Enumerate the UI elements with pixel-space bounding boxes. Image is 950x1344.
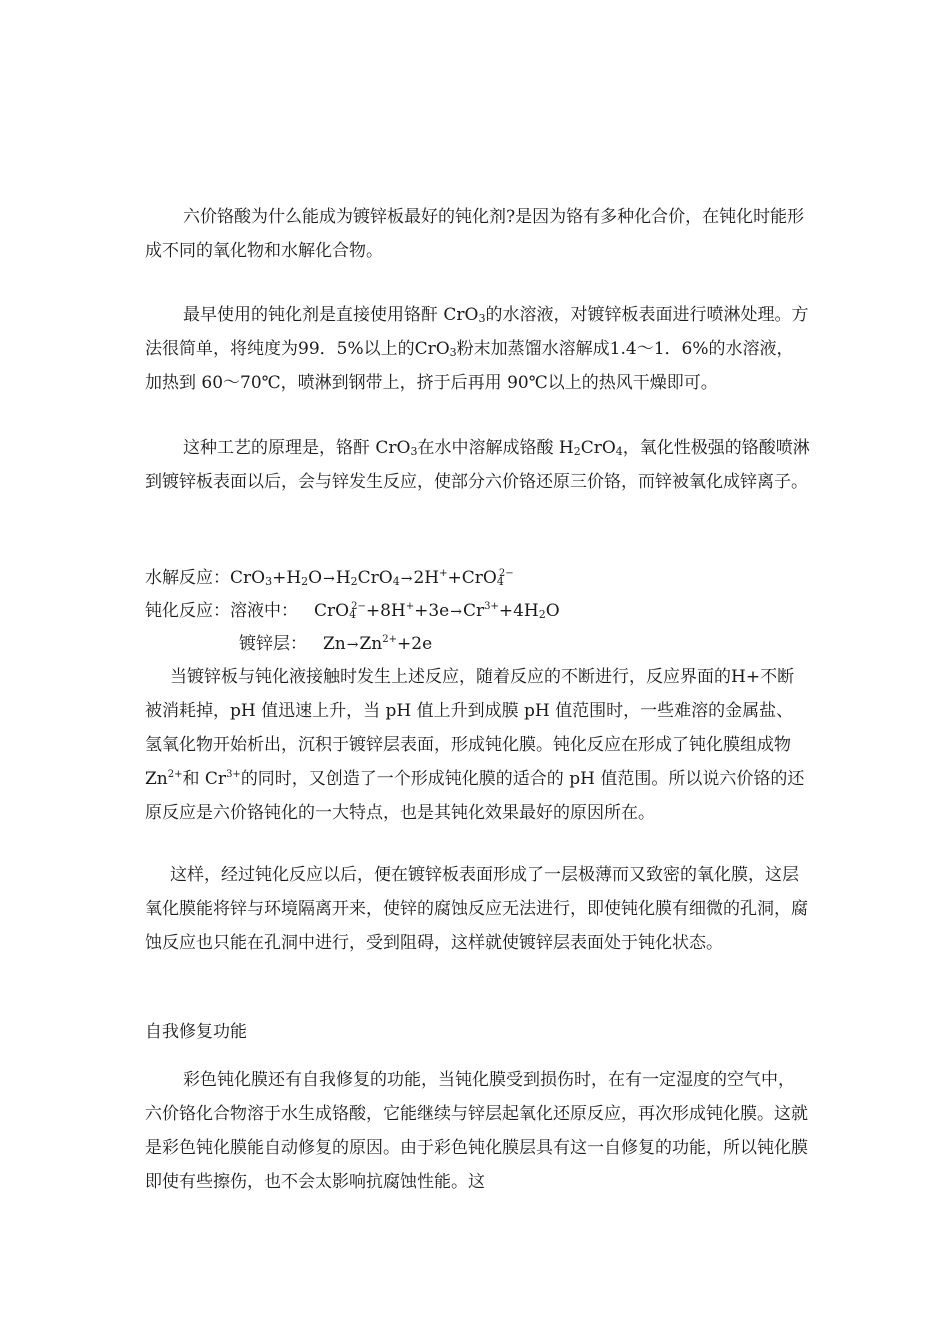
hydrolysis-label: 水解反应： (145, 568, 230, 588)
formula-term: +H (272, 568, 302, 588)
subscript: 4 (392, 575, 400, 588)
subscript: 3 (478, 312, 486, 325)
passivation-label: 钝化反应： (145, 601, 230, 621)
equation-passivation-solution (145, 595, 560, 628)
paragraph-chromic-acid-intro: 六价铬酸为什么能成为镀锌板最好的钝化剂?是因为铬有多种化合价，在钝化时能形成不同的氧化物和水解化合物。 (145, 207, 805, 261)
subscript: 4 (615, 445, 623, 458)
text-run: 的同时，又创造了一个形成钝化膜的适合的 pH 值范围。所以说六价铬的还原反应是六价铬钝化的一大特点，也是其钝化效果最好的原因所在。 (145, 769, 805, 823)
solution-label: 溶液中： (230, 601, 298, 621)
paragraph-early-passivator (145, 298, 810, 400)
formula-term: +8H (365, 601, 406, 621)
subscript: 3 (410, 445, 418, 458)
formula-term: CrO (357, 568, 393, 588)
reaction-arrow-icon: → (400, 571, 413, 587)
text-run: 的水溶液，对镀锌板表面进行喷淋处理。方法很简单，将纯度为99．5%以上的CrO (145, 305, 809, 359)
equation-passivation-zinc (239, 628, 432, 661)
formula-term: O (308, 568, 323, 588)
formula-term: Zn (323, 634, 346, 654)
superscript: 3+ (226, 769, 241, 780)
subscript: 3 (449, 346, 457, 359)
formula-term: Zn (359, 634, 383, 654)
text-run: ，氧化性极强的铬酸喷淋到镀锌板表面以后，会与锌发生反应，使部分六价铬还原三价铬，而锌被氧化成锌离子。 (145, 438, 810, 492)
reaction-arrow-icon: → (346, 637, 359, 653)
reaction-arrow-icon: → (450, 604, 462, 620)
superscript: 2+ (167, 769, 183, 780)
formula (323, 634, 432, 654)
text-run: 最早使用的钝化剂是直接使用铬酐 CrO (183, 305, 479, 325)
text-run: 当镀锌板与钝化液接触时发生上述反应，随着反应的不断进行，反应界面的H+不断被消耗掉，pH 值迅速上升，当 pH 值上升到成膜 pH 值范围时，一些难溶的金属盐、氢氧化物开始析出，沉积于镀锌层表面，形成钝化膜。钝化反应在形成了钝化膜组成物 Zn (145, 667, 795, 789)
formula-term: 2H (413, 568, 440, 588)
formula (230, 568, 514, 588)
section-heading-self-repair: 自我修复功能 (145, 1022, 247, 1042)
formula (314, 601, 560, 621)
equation-hydrolysis (145, 562, 514, 595)
superscript: 3+ (484, 601, 499, 612)
subscript: 2 (350, 575, 358, 588)
paragraph-passive-film: 这样，经过钝化反应以后，便在镀锌板表面形成了一层极薄而又致密的氧化膜，这层氧化膜能将锌与环境隔离开来，使锌的腐蚀反应无法进行，即使钝化膜有细微的孔洞，腐蚀反应也只能在孔洞中进行，受到阻碍，这样就使镀锌层表面处于钝化状态。 (145, 865, 808, 953)
formula-term: +4H (498, 601, 539, 621)
text-run: CrO (580, 438, 616, 458)
text-run: 在水中溶解成铬酸 H (417, 438, 574, 458)
paragraph-process-principle (145, 431, 810, 499)
formula-term: Cr (462, 601, 485, 621)
superscript: + (439, 568, 448, 579)
text-run: 粉末加蒸馏水溶解成1.4～1．6%的水溶液，加热到 60～70℃，喷淋到钢带上，挤于后再用 90℃以上的热风干燥即可。 (145, 339, 794, 393)
formula-term: H (335, 568, 351, 588)
zinc-layer-label: 镀锌层： (239, 634, 307, 654)
subscript: 2 (573, 445, 581, 458)
paragraph-self-repair: 彩色钝化膜还有自我修复的功能，当钝化膜受到损伤时，在有一定湿度的空气中，六价铬化合物溶于水生成铬酸，它能继续与锌层起氧化还原反应，再次形成钝化膜。这就是彩色钝化膜能自动修复的原因。由于彩色钝化膜层具有这一自修复的功能，所以钝化膜即使有些擦伤，也不会太影响抗腐蚀性能。这 (145, 1070, 808, 1192)
subscript: 2 (301, 575, 309, 588)
subscript: 3 (265, 575, 273, 588)
superscript: + (405, 601, 415, 612)
formula-term: O (545, 601, 560, 621)
text-run: 这种工艺的原理是，铬酐 CrO (183, 438, 411, 458)
reaction-arrow-icon: → (323, 571, 335, 587)
formula-term: +CrO (447, 568, 497, 588)
subscript: 2 (538, 608, 546, 621)
paragraph-reaction-process (145, 660, 810, 830)
superscript: 2− (351, 601, 366, 612)
formula-term: +2e (397, 634, 433, 654)
text-run: 和 Cr (182, 769, 227, 789)
subscript: 4 (349, 608, 357, 621)
formula-term: CrO (230, 568, 266, 588)
superscript: 2+ (382, 634, 398, 645)
formula-term: CrO (314, 601, 350, 621)
formula-term: +3e (414, 601, 450, 621)
superscript: 2− (498, 568, 514, 579)
subscript: 4 (496, 575, 504, 588)
